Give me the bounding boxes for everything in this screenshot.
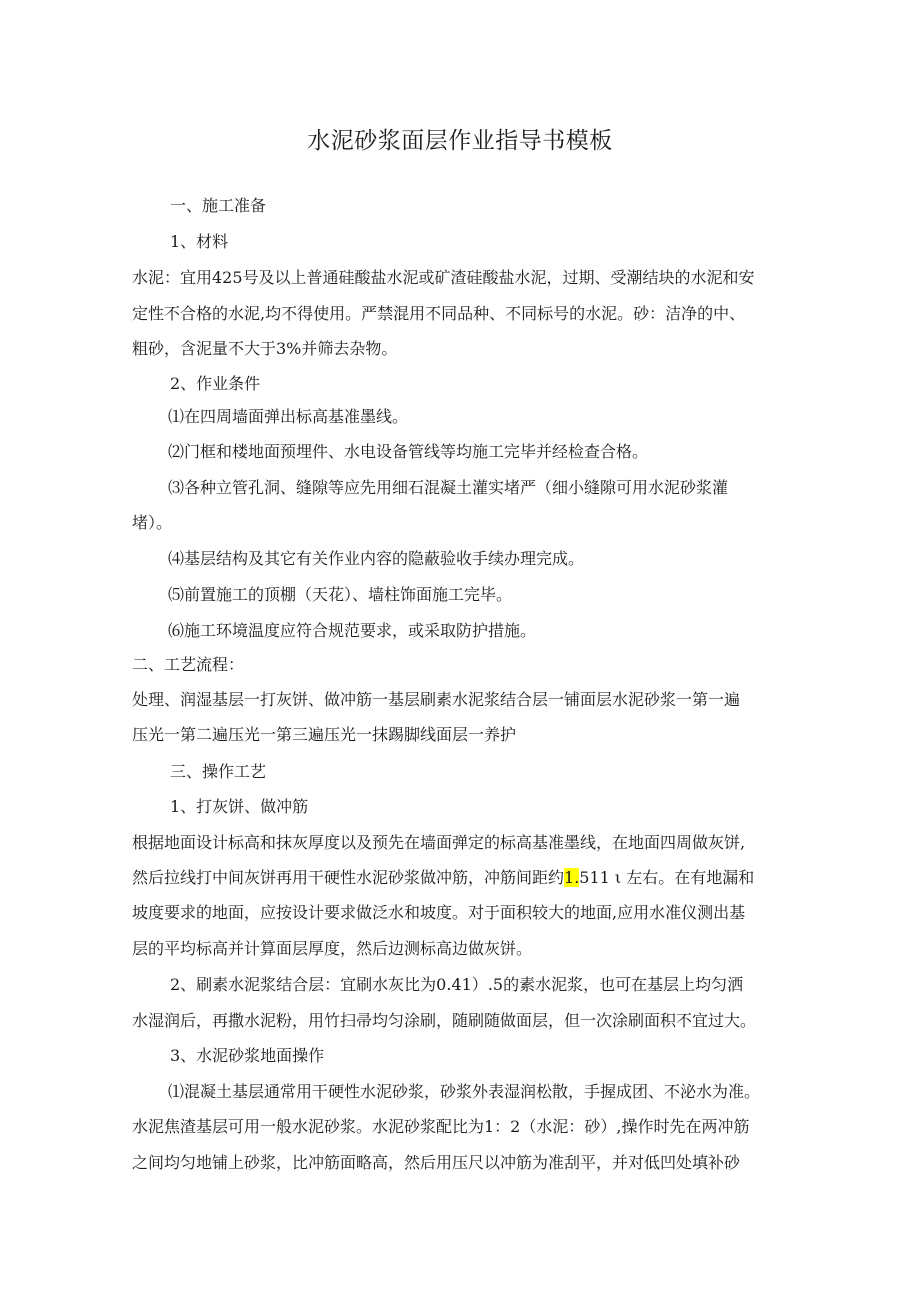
section-heading-process-flow: 二、工艺流程： [132,655,245,674]
paragraph-line: 粗砂，含泥量不大于3%并筛去杂物。 [132,339,398,358]
paragraph-line: ⑴混凝土基层通常用干硬性水泥砂浆，砂浆外表湿润松散，手握成团、不泌水为准。 [168,1082,761,1101]
paragraph-line: 层的平均标高并计算面层厚度，然后边测标高边做灰饼。 [132,939,533,958]
text-run: 然后拉线打中间灰饼再用干硬性水泥砂浆做冲筋，冲筋间距约 [132,868,565,887]
paragraph-line: 水湿润后，再撒水泥粉，用竹扫帚均匀涂刷，随刷随做面层，但一次涂刷面积不宜过大。 [132,1011,757,1030]
subheading-mortar-operation: 3、水泥砂浆地面操作 [170,1046,325,1065]
subheading-work-conditions: 2、作业条件 [170,374,261,393]
condition-item: ⑹施工环境温度应符合规范要求，或采取防护措施。 [168,621,537,640]
text-run: 511 ι 左右。在有地漏和 [579,868,755,887]
subheading-ash-cake: 1、打灰饼、做冲筋 [170,797,309,816]
condition-item: ⑷基层结构及其它有关作业内容的隐蔽验收手续办理完成。 [168,549,585,568]
condition-item: ⑴在四周墙面弹出标高基准墨线。 [168,407,409,426]
paragraph-line: 2、刷素水泥浆结合层：宜刷水灰比为0.41）.5的素水泥浆，也可在基层上均匀洒 [170,975,744,994]
document-title: 水泥砂浆面层作业指导书模板 [307,128,613,154]
section-heading-operation: 三、操作工艺 [170,762,267,781]
condition-item-continued: 堵）。 [132,513,173,532]
highlighted-text: 1. [564,868,580,887]
process-flow-line: 压光一第二遍压光一第三遍压光一抹踢脚线面层一养护 [132,725,517,744]
subheading-materials: 1、材料 [170,232,229,251]
paragraph-line: 根据地面设计标高和抹灰厚度以及预先在墙面弹定的标高基准墨线，在地面四周做灰饼, [132,833,746,852]
condition-item: ⑵门框和楼地面预埋件、水电设备管线等均施工完毕并经检查合格。 [168,442,649,461]
paragraph-line: 坡度要求的地面，应按设计要求做泛水和坡度。对于面积较大的地面,应用水准仪测出基 [132,903,746,922]
paragraph-line: 水泥焦渣基层可用一般水泥砂浆。水泥砂浆配比为1：2（水泥：砂）,操作时先在两冲筋 [132,1117,750,1136]
section-heading-preparation: 一、施工准备 [170,196,267,215]
paragraph-line [132,868,792,888]
condition-item: ⑶各种立管孔洞、缝隙等应先用细石混凝土灌实堵严（细小缝隙可用水泥砂浆灌 [168,478,729,497]
paragraph-line: 水泥：宜用425号及以上普通硅酸盐水泥或矿渣硅酸盐水泥，过期、受潮结块的水泥和安 [132,268,755,287]
process-flow-line: 处理、润湿基层一打灰饼、做冲筋一基层刷素水泥浆结合层一铺面层水泥砂浆一第一遍 [132,690,741,709]
condition-item: ⑸前置施工的顶棚（天花）、墙柱饰面施工完毕。 [168,585,513,604]
paragraph-line: 之间均匀地铺上砂浆，比冲筋面略高，然后用压尺以冲筋为准刮平，并对低凹处填补砂 [132,1153,741,1172]
paragraph-line: 定性不合格的水泥,均不得使用。严禁混用不同品种、不同标号的水泥。砂：洁净的中、 [132,304,746,323]
